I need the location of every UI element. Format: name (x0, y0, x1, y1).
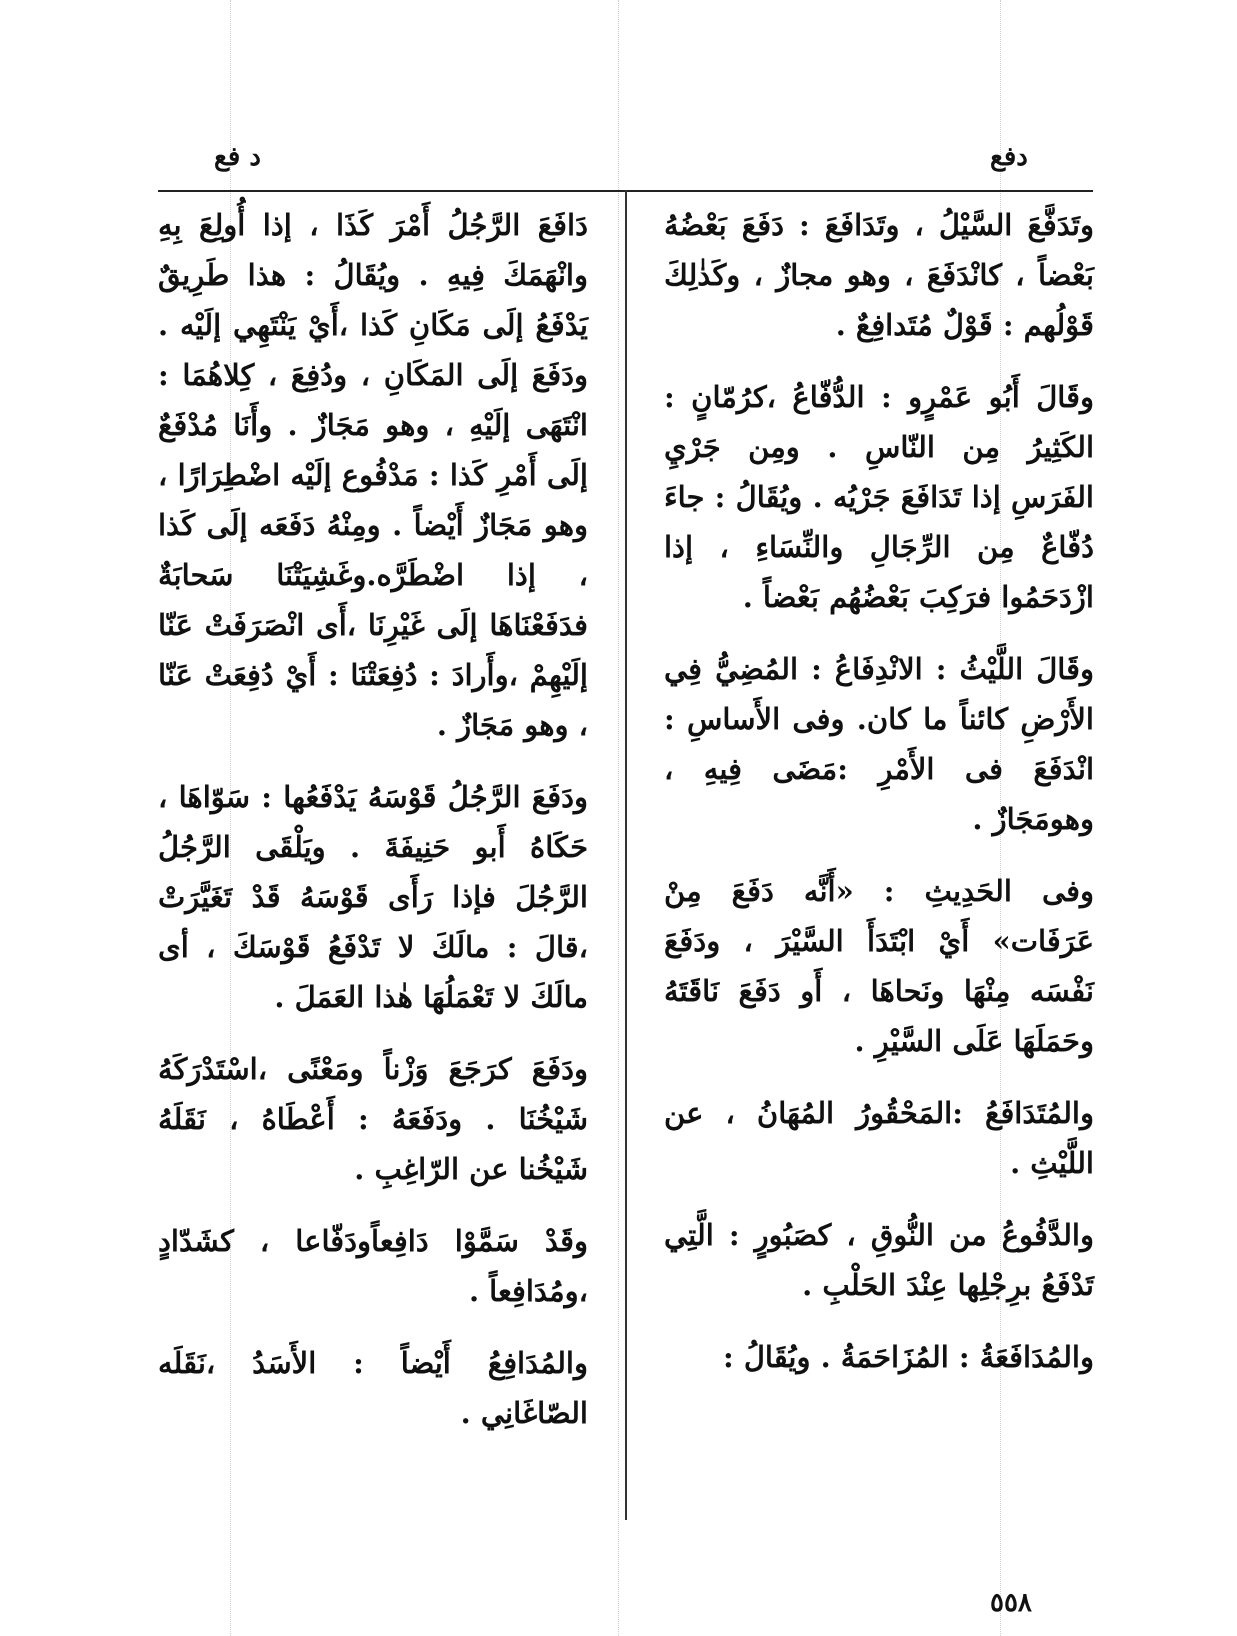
entry-paragraph: وفى الحَدِيثِ : «أَنَّه دَفَعَ مِنْ عَرَفَات» أَيْ ابْتَدَأَ السَّيْرَ ، ودَفَعَ نَفْسَه مِنْهَا ونَحاهَا ، أَو دَفَعَ نَاقَتَهُ وحَمَلَهَا عَلَى السَّيْرِ . (664, 874, 1094, 1058)
entry-paragraph: وقَالَ أَبُو عَمْرٍو : الدُّفّاعُ ،كرُمّانٍ : الكَثِيرُ مِن النّاسِ . ومِن جَرْيِ الفَرَسِ إذا تَدَافَعَ جَرْيُه . ويُقَالُ : جاءَ دُفّاعٌ مِن الرِّجَالِ والنِّسَاءِ ، إذا ازْدَحَمُوا فرَكِبَ بَعْضُهُم بَعْضاً . (664, 380, 1094, 614)
entry-paragraph: والمُدَافَعَةُ : المُزَاحَمَةُ . ويُقَالُ : (723, 1340, 1094, 1374)
right-column (664, 200, 1094, 1530)
left-column (158, 200, 588, 1530)
entry-paragraph: ودَفَعَ كرَجَعَ وَزْناً ومَعْنًى ،اسْتَدْرَكَهُ شَيْخُنَا . ودَفَعَهُ : أَعْطَاهُ ، نَقَلَهُ شَيْخُنا عن الرّاغِبِ . (158, 1052, 588, 1186)
entry-paragraph: دَافَعَ الرَّجُلُ أَمْرَ كَذَا ، إذا أُولِعَ بِهِ وانْهَمَكَ فِيهِ . ويُقَالُ : هذا طَرِيقٌ يَدْفَعُ إلَى مَكَانِ كَذا ،أَيْ يَنْتَهِي إلَيْه . ودَفَعَ إلَى المَكَانِ ، ودُفِعَ ، كِلاهُمَا : انْتَهَى إلَيْهِ ، وهو مَجَازٌ . وأَنَا مُدْفَعٌ إلَى أَمْرِ كَذا : مَدْفُوع إلَيْه اضْطِرَارًا ، وهو مَجَازٌ أَيْضاً . ومِنْهُ دَفَعَه إلَى كَذا ، إذا اضْطَرَّه.وغَشِيَتْنَا سَحابَةٌ فدَفَعْنَاهَا إلَى غَيْرِنَا ،أَى انْصَرَفَتْ عَنّا إلَيْهِمْ ،وأَرادَ : دُفِعَتْنَا : أَيْ دُفِعَتْ عَنّا ، وهو مَجَازٌ . (158, 208, 588, 742)
entry-paragraph: والدَّفُوعُ من النُّوقِ ، كصَبُورٍ : الَّتِي تَدْفَعُ برِجْلِها عِنْدَ الحَلْبِ . (664, 1218, 1094, 1302)
entry-paragraph: وقَدْ سَمَّوْا دَافِعاًودَفّاعا ، كشَدّادٍ ،ومُدَافِعاً . (158, 1224, 588, 1308)
entry-paragraph: والمُتَدَافَعُ :المَحْقُورُ المُهَانُ ، عن اللَّيْثِ . (664, 1096, 1094, 1180)
page-number: ٥٥٨ (990, 1588, 1032, 1618)
running-head-left: د فع (214, 142, 261, 172)
running-head-right: دفع (990, 142, 1028, 172)
entry-paragraph: والمُدَافِعُ أَيْضاً : الأَسَدُ ،نَقَلَه الصّاغَانِي . (158, 1346, 588, 1430)
scan-guide-line (618, 0, 619, 1636)
entry-paragraph: ودَفَعَ الرَّجُلُ قَوْسَهُ يَدْفَعُها : سَوّاهَا ، حَكَاهُ أَبو حَنِيفَةَ . ويَلْقَى الرَّجُلُ الرَّجُلَ فإذا رَأَى قَوْسَهُ قَدْ تَغَيَّرَتْ ،قالَ : مالَكَ لا تَدْفَعُ قَوْسَكَ ، أى مالَكَ لا تَعْمَلُهَا هٰذا العَمَلَ . (158, 780, 588, 1014)
column-divider (625, 190, 627, 1520)
entry-paragraph: وتَدَفَّعَ السَّيْلُ ، وتَدَافَعَ : دَفَعَ بَعْضُهُ بَعْضاً ، كانْدَفَعَ ، وهو مجازٌ ، وكَذٰلِكَ قَوْلُهم : قَوْلٌ مُتَدافِعٌ . (664, 208, 1094, 342)
entry-paragraph: وقَالَ اللَّيْثُ : الانْدِفَاعُ : المُضِيُّ فِي الأَرْضِ كائناً ما كان. وفى الأَساسِ : انْدَفَعَ فى الأَمْرِ :مَضَى فِيهِ ، وهومَجَازٌ . (664, 652, 1094, 836)
